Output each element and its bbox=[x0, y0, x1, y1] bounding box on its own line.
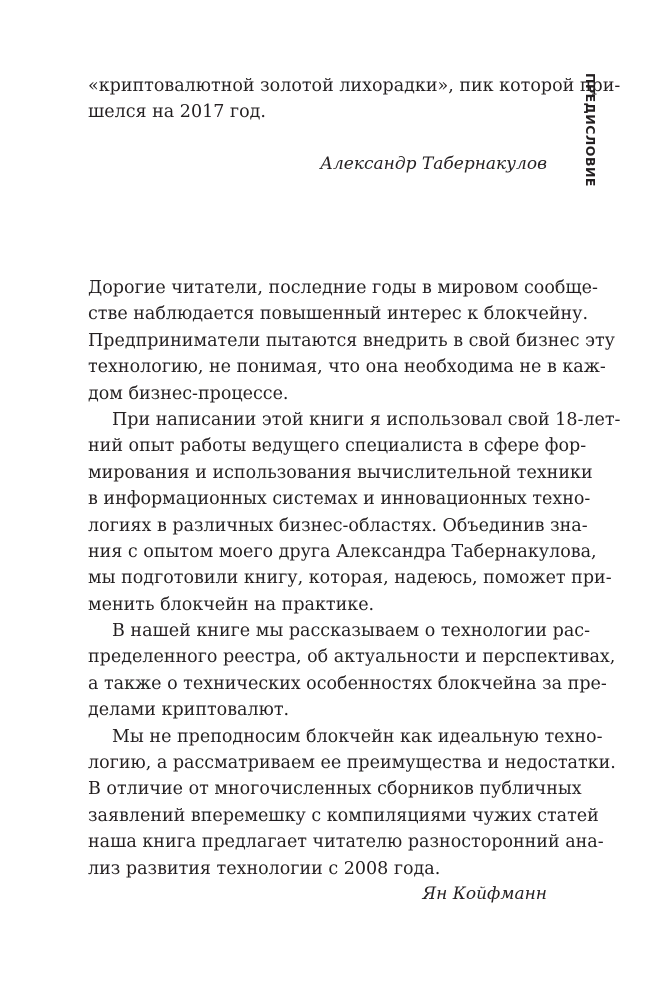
text-line: мирования и использования вычислительной техники bbox=[88, 462, 593, 483]
text-line: лиз развития технологии с 2008 года. bbox=[88, 858, 441, 879]
text-line: ний опыт работы ведущего специалиста в сфере фор- bbox=[88, 436, 587, 457]
paragraph bbox=[88, 407, 621, 618]
text-line: шелся на 2017 год. bbox=[88, 102, 266, 123]
text-line: технологию, не понимая, что она необходима не в каж- bbox=[88, 357, 606, 378]
paragraph bbox=[88, 275, 615, 407]
text-line: а также о технических особенностях блокчейна за пре- bbox=[88, 673, 607, 694]
text-line: логиях в различных бизнес-областях. Объединив зна- bbox=[88, 515, 588, 536]
text-line: заявлений вперемешку с компиляциями чужих статей bbox=[88, 805, 599, 826]
text-line: Мы не преподносим блокчейн как идеальную техно- bbox=[112, 726, 603, 747]
text-line: в информационных системах и инновационных техно- bbox=[88, 489, 591, 510]
signature-tabernakulov: Александр Табернакулов bbox=[320, 154, 547, 174]
text-line: менить блокчейн на практике. bbox=[88, 594, 375, 615]
text-line: наша книга предлагает читателю разносторонний ана- bbox=[88, 832, 604, 853]
paragraph bbox=[88, 618, 616, 724]
text-line: логию, а рассматриваем ее преимущества и недостатки. bbox=[88, 753, 616, 774]
text-line: Предприниматели пытаются внедрить в свой бизнес эту bbox=[88, 330, 615, 351]
text-line: В отличие от многочисленных сборников публичных bbox=[88, 779, 582, 800]
text-line: При написании этой книги я использовал свой 18-лет- bbox=[112, 409, 621, 430]
paragraph bbox=[88, 724, 616, 882]
section-label: ПРЕДИСЛОВИЕ bbox=[583, 73, 598, 187]
text-line: пределенного реестра, об актуальности и перспективах, bbox=[88, 647, 616, 668]
text-line: Дорогие читатели, последние годы в мировом сообще- bbox=[88, 278, 598, 298]
signature-koifmann: Ян Койфманн bbox=[422, 884, 547, 904]
text-line: стве наблюдается повышенный интерес к блокчейну. bbox=[88, 304, 589, 325]
text-line: ния с опытом моего друга Александра Табернакулова, bbox=[88, 541, 597, 562]
text-line: В нашей книге мы рассказываем о технологии рас- bbox=[112, 621, 590, 642]
body-text bbox=[88, 275, 621, 882]
text-line: делами криптовалют. bbox=[88, 700, 290, 721]
intro-text bbox=[88, 73, 621, 126]
text-line: дом бизнес-процессе. bbox=[88, 383, 289, 404]
text-line: «криптовалютной золотой лихорадки», пик которой при- bbox=[88, 76, 621, 96]
text-line: мы подготовили книгу, которая, надеюсь, поможет при- bbox=[88, 568, 612, 589]
